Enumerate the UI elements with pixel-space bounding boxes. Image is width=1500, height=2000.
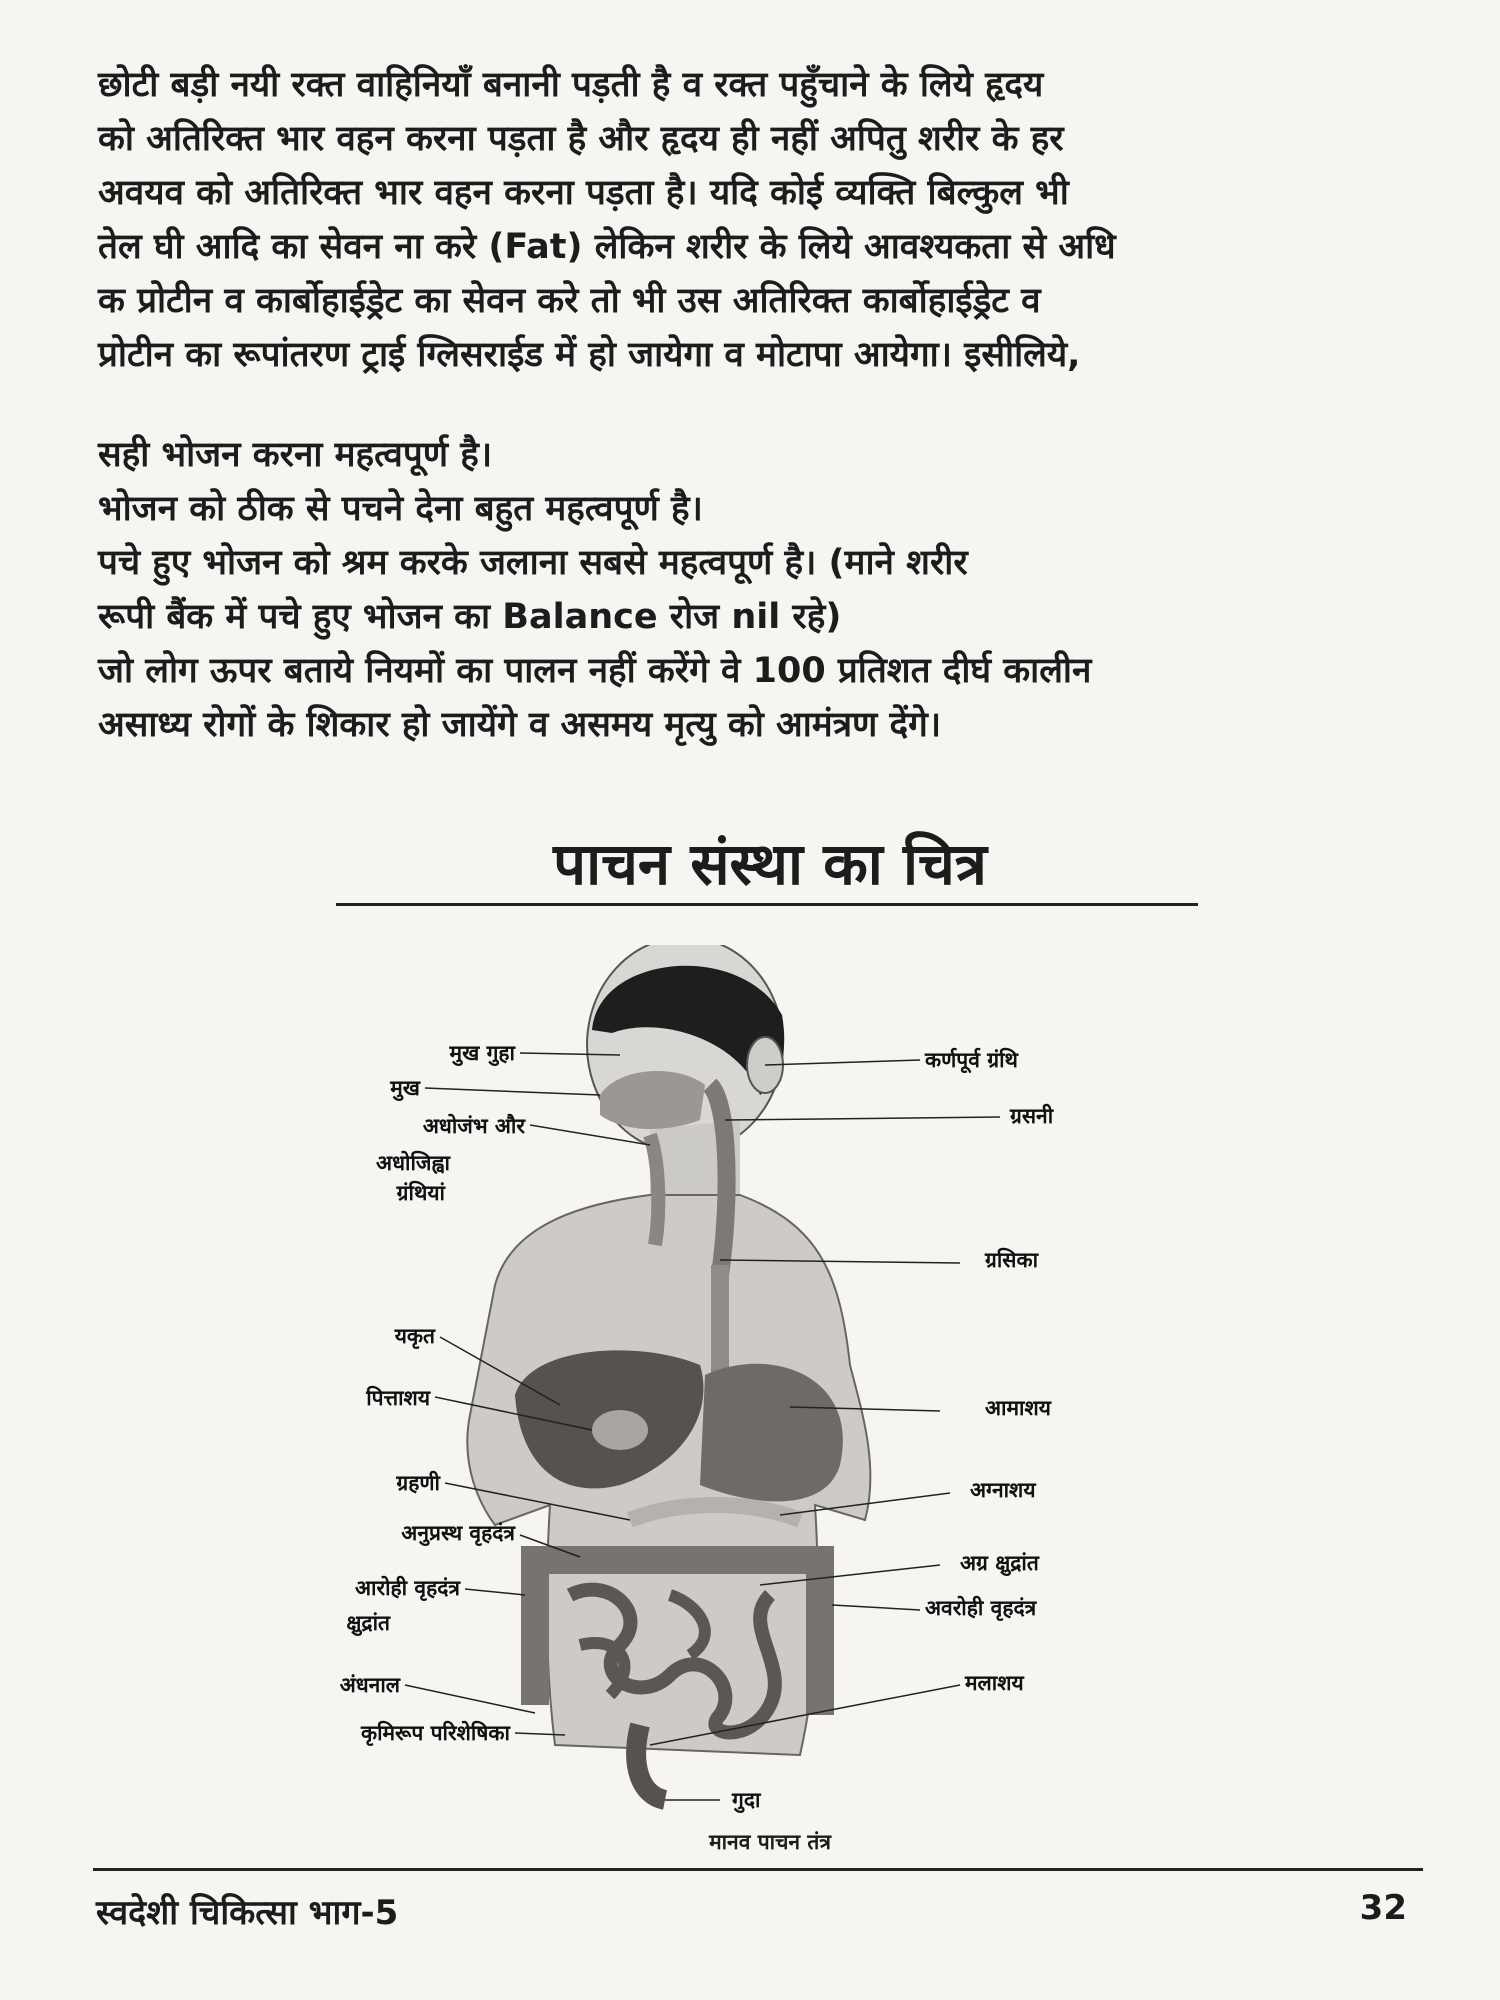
label-mukh-guha: मुख गुहा bbox=[449, 1041, 515, 1065]
title-underline bbox=[336, 903, 1198, 906]
text-line: क प्रोटीन व कार्बोहाईड्रेट का सेवन करे तो भी उस अतिरिक्त कार्बोहाईड्रेट व bbox=[98, 281, 1041, 321]
text-line: प्रोटीन का रूपांतरण ट्राई ग्लिसराईड में हो जायेगा व मोटापा आयेगा। इसीलिये, bbox=[98, 335, 1081, 375]
diagram-caption: मानव पाचन तंत्र bbox=[709, 1830, 831, 1854]
text-line: तेल घी आदि का सेवन ना करे (Fat) लेकिन शरीर के लिये आवश्यकता से अधि bbox=[98, 227, 1116, 267]
label-adhojambh-1: अधोजंभ और bbox=[422, 1114, 525, 1138]
label-malashay: मलाशय bbox=[965, 1671, 1024, 1695]
text-line: को अतिरिक्त भार वहन करना पड़ता है और हृदय ही नहीं अपितु शरीर के हर bbox=[98, 119, 1064, 159]
text-line: अवयव को अतिरिक्त भार वहन करना पड़ता है। यदि कोई व्यक्ति बिल्कुल भी bbox=[98, 173, 1069, 213]
digestive-system-diagram bbox=[320, 945, 1220, 1825]
label-adhojambh-3: ग्रंथियां bbox=[396, 1181, 445, 1205]
label-adhojambh-2: अधोजिह्वा bbox=[376, 1151, 450, 1175]
leader-karnpurv bbox=[765, 1060, 920, 1065]
label-anuprasth: अनुप्रस्थ वृहदंत्र bbox=[401, 1521, 515, 1545]
leader-andhnal bbox=[405, 1685, 535, 1713]
salivary-gland bbox=[650, 1135, 658, 1245]
footer-book-title: स्वदेशी चिकित्सा भाग-5 bbox=[96, 1893, 399, 1933]
label-grahani: ग्रहणी bbox=[396, 1471, 440, 1495]
label-karnpurv: कर्णपूर्व ग्रंथि bbox=[925, 1048, 1018, 1072]
text-line: पचे हुए भोजन को श्रम करके जलाना सबसे महत्वपूर्ण है। (माने शरीर bbox=[98, 543, 968, 583]
footer-rule bbox=[93, 1868, 1423, 1871]
label-avrohi: अवरोही वृहदंत्र bbox=[925, 1596, 1037, 1620]
diagram-title: पाचन संस्था का चित्र bbox=[553, 830, 987, 898]
text-line: छोटी बड़ी नयी रक्त वाहिनियाँ बनानी पड़ती है व रक्त पहुँचाने के लिये हृदय bbox=[98, 65, 1044, 105]
label-pittashay: पित्ताशय bbox=[366, 1386, 430, 1410]
label-andhnal: अंधनाल bbox=[339, 1673, 400, 1697]
text-line: जो लोग ऊपर बताये नियमों का पालन नहीं करेंगे वे 100 प्रतिशत दीर्घ कालीन bbox=[98, 651, 1092, 691]
body-paragraph-2 bbox=[98, 428, 1428, 752]
leader-mukh bbox=[425, 1088, 600, 1095]
text-line: भोजन को ठीक से पचने देना बहुत महत्वपूर्ण है। bbox=[98, 489, 703, 529]
label-amashay: आमाशय bbox=[985, 1396, 1051, 1420]
label-kshudrant: क्षुद्रांत bbox=[346, 1611, 390, 1635]
leader-avrohi bbox=[832, 1605, 920, 1610]
label-grasika: ग्रसिका bbox=[985, 1248, 1039, 1272]
gallbladder-shape bbox=[592, 1410, 648, 1450]
label-yakrit: यकृत bbox=[394, 1324, 435, 1348]
label-mukh: मुख bbox=[390, 1076, 420, 1100]
body-paragraph-1 bbox=[98, 58, 1428, 382]
text-line: सही भोजन करना महत्वपूर्ण है। bbox=[98, 435, 493, 475]
label-grasni: ग्रसनी bbox=[1010, 1104, 1054, 1128]
label-krimirup: कृमिरूप परिशेषिका bbox=[360, 1721, 510, 1745]
leader-grasni bbox=[725, 1117, 1000, 1120]
text-line: रूपी बैंक में पचे हुए भोजन का Balance रोज nil रहे) bbox=[98, 597, 842, 637]
label-arohi: आरोही वृहदंत्र bbox=[355, 1576, 460, 1600]
label-guda: गुदा bbox=[732, 1788, 761, 1812]
text-line: असाध्य रोगों के शिकार हो जायेंगे व असमय मृत्यु को आमंत्रण देंगे। bbox=[98, 705, 942, 745]
page-number: 32 bbox=[1359, 1888, 1407, 1928]
leader-arohi bbox=[465, 1589, 525, 1595]
label-agra-kshudrant: अग्र क्षुद्रांत bbox=[960, 1551, 1039, 1575]
label-agnashay: अग्नाशय bbox=[970, 1478, 1036, 1502]
